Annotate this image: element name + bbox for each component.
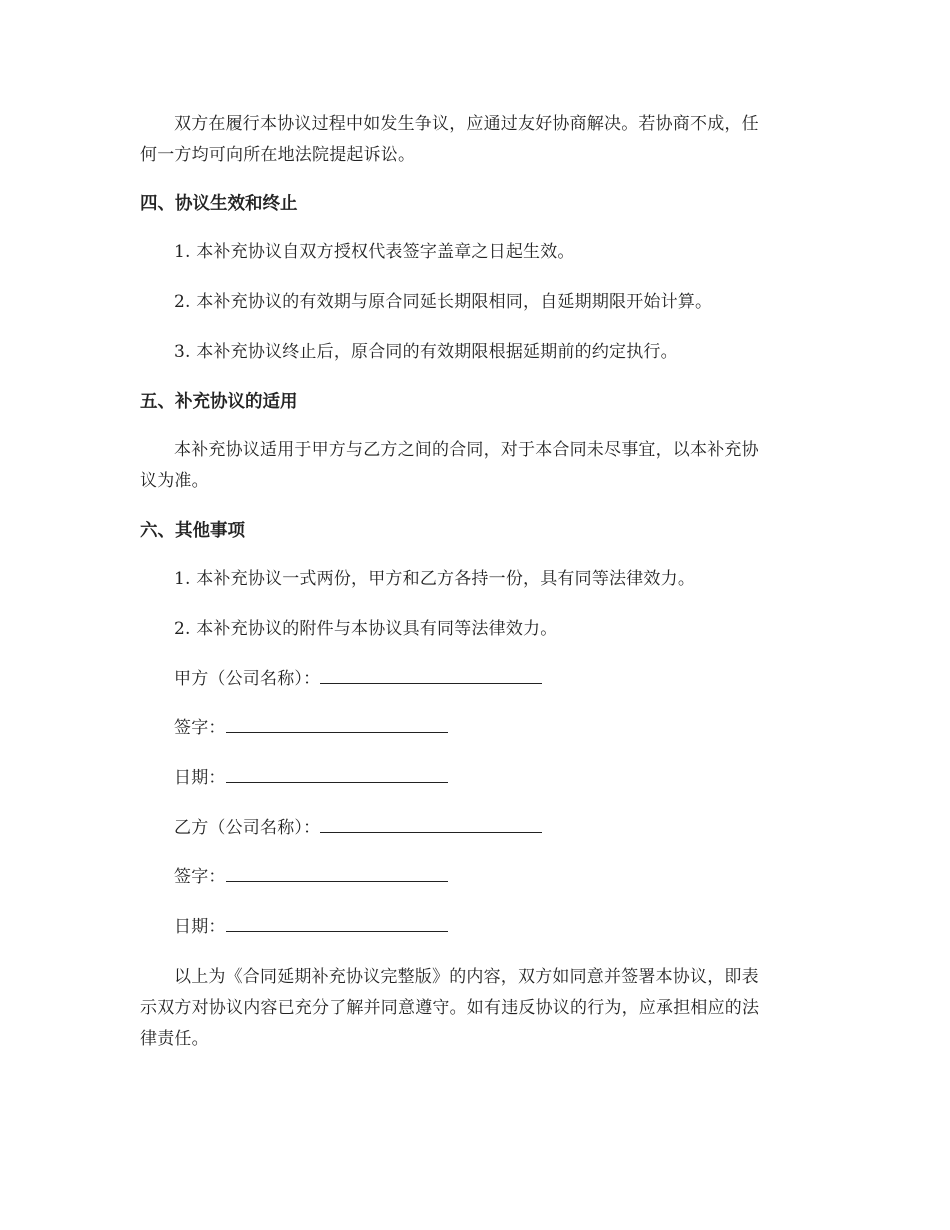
party-b-name-field xyxy=(174,813,542,844)
party-b-date-label: 日期： xyxy=(174,917,226,937)
section-6-item-2: 2. 本补充协议的附件与本协议具有同等法律效力。 xyxy=(174,619,558,639)
party-a-date-label: 日期： xyxy=(174,768,226,788)
party-a-date-blank-line[interactable] xyxy=(226,765,448,783)
section-4-item-2: 2. 本补充协议的有效期与原合同延长期限相同，自延期期限开始计算。 xyxy=(174,292,713,312)
party-a-sign-label: 签字： xyxy=(174,718,226,738)
section-6-heading: 六、其他事项 xyxy=(140,521,245,541)
party-a-blank-line[interactable] xyxy=(320,666,542,684)
section-4-heading: 四、协议生效和终止 xyxy=(140,194,298,214)
party-b-sign-field xyxy=(174,862,448,893)
party-a-label: 甲方（公司名称）： xyxy=(174,669,321,689)
party-a-sign-field xyxy=(174,713,448,744)
party-b-sign-blank-line[interactable] xyxy=(226,864,448,882)
section-5-paragraph-line-2: 议为准。 xyxy=(140,471,209,491)
party-b-date-blank-line[interactable] xyxy=(226,914,448,932)
party-a-name-field xyxy=(174,664,542,695)
section-5-paragraph-line-1: 本补充协议适用于甲方与乙方之间的合同，对于本合同未尽事宜，以本补充协 xyxy=(174,440,759,460)
section-4-item-3: 3. 本补充协议终止后，原合同的有效期限根据延期前的约定执行。 xyxy=(174,342,678,362)
section-6-item-1: 1. 本补充协议一式两份，甲方和乙方各持一份，具有同等法律效力。 xyxy=(174,569,696,589)
dispute-paragraph-line-1: 双方在履行本协议过程中如发生争议，应通过友好协商解决。若协商不成，任 xyxy=(174,114,759,134)
party-b-label: 乙方（公司名称）： xyxy=(174,818,321,838)
party-b-date-field xyxy=(174,912,448,943)
section-4-item-1: 1. 本补充协议自双方授权代表签字盖章之日起生效。 xyxy=(174,242,575,262)
closing-paragraph-line-3: 律责任。 xyxy=(140,1029,209,1049)
party-a-date-field xyxy=(174,763,448,794)
closing-paragraph-line-1: 以上为《合同延期补充协议完整版》的内容，双方如同意并签署本协议，即表 xyxy=(174,967,759,987)
party-a-sign-blank-line[interactable] xyxy=(226,715,448,733)
closing-paragraph-line-2: 示双方对协议内容已充分了解并同意遵守。如有违反协议的行为，应承担相应的法 xyxy=(140,998,760,1018)
section-5-heading: 五、补充协议的适用 xyxy=(140,392,298,412)
dispute-paragraph-line-2: 何一方均可向所在地法院提起诉讼。 xyxy=(140,145,416,165)
party-b-sign-label: 签字： xyxy=(174,867,226,887)
party-b-blank-line[interactable] xyxy=(320,815,542,833)
